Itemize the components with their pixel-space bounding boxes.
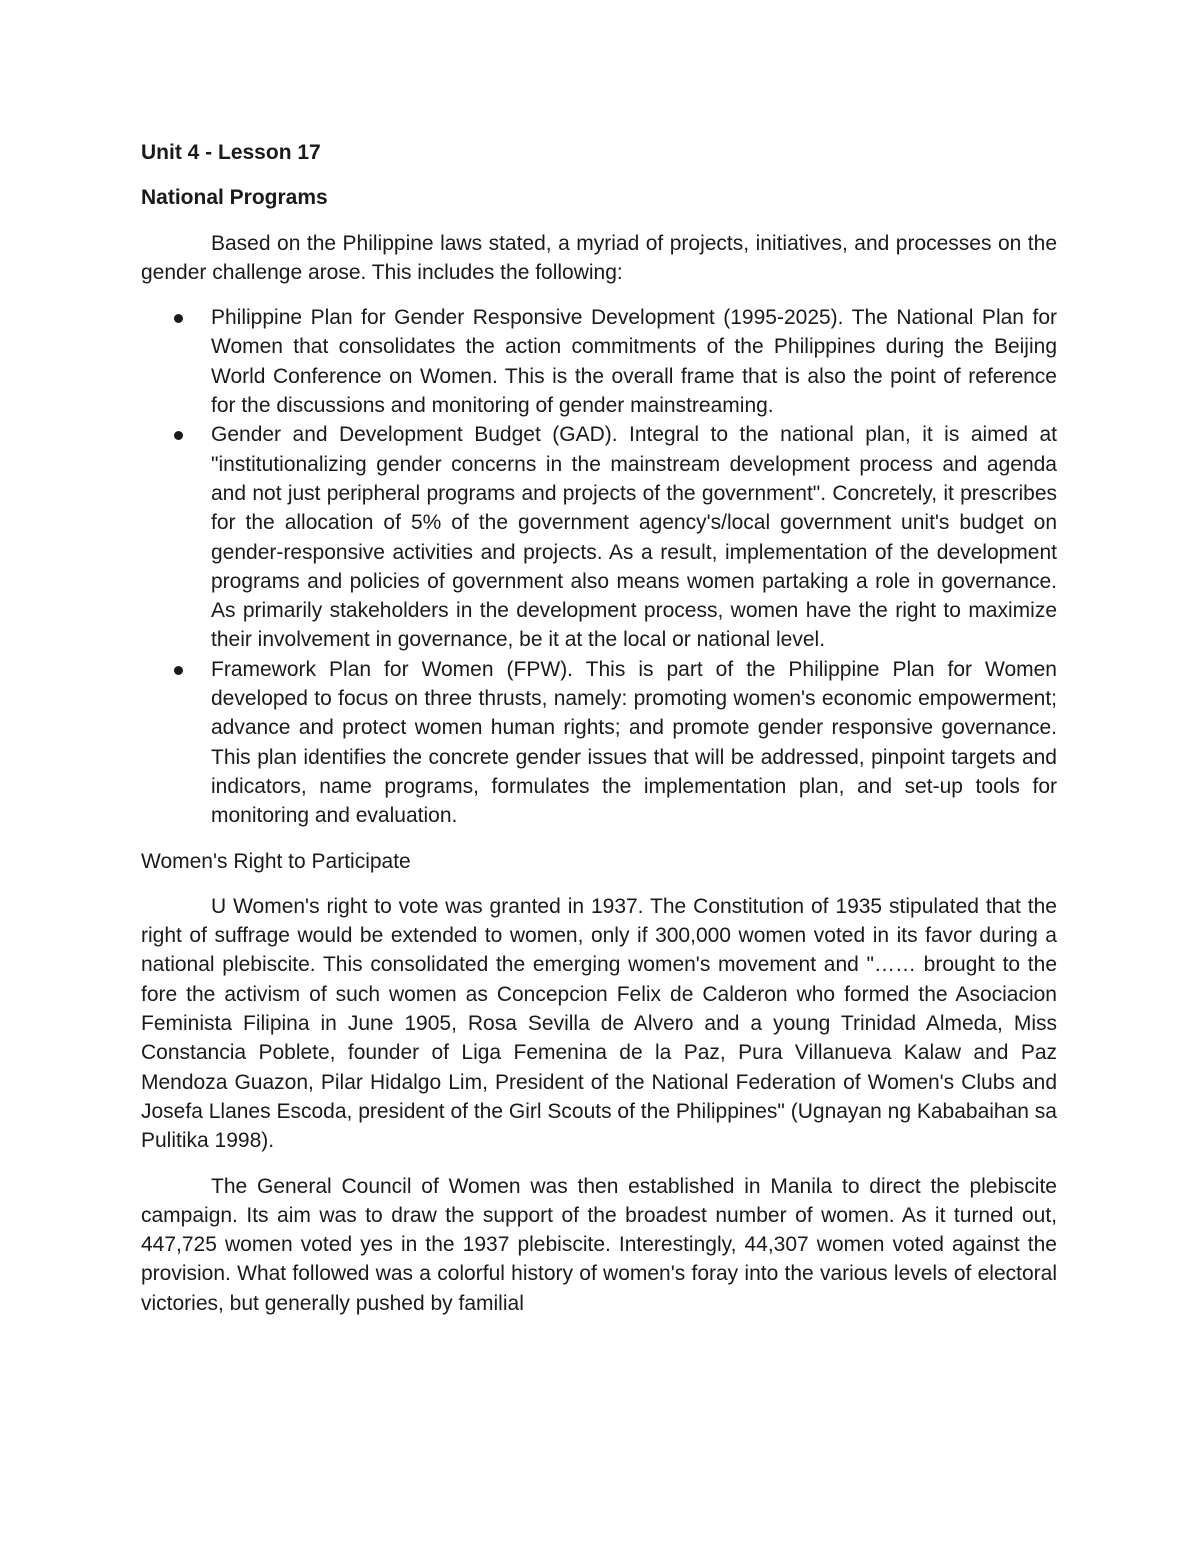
- document-page: [141, 138, 1057, 1318]
- program-list: [141, 303, 1057, 830]
- subheading: Women's Right to Participate: [141, 849, 411, 873]
- list-item-text: Gender and Development Budget (GAD). Integral to the national plan, it is aimed at "institutionalizing gender concerns in the mainstream development process and agenda and not just peripheral programs and projects of the government". Concretely, it prescribes for the allocation of 5% of the government agency's/local government unit's budget on gender-responsive activities and projects. As a result, implementation of the development programs and policies of government also means women partaking a role in governance. As primarily stakeholders in the development process, women have the right to maximize their involvement in governance, be it at the local or national level.: [211, 423, 1057, 652]
- bullet-icon: [174, 314, 183, 323]
- bullet-icon: [174, 666, 183, 675]
- lesson-title: Unit 4 - Lesson 17: [141, 141, 321, 164]
- body-paragraph: U Women's right to vote was granted in 1937. The Constitution of 1935 stipulated that the right of suffrage would be extended to women, only if 300,000 women voted in its favor during a national plebiscite. This consolidated the emerging women's movement and "…… brought to the fore the activism of such women as Concepcion Felix de Calderon who formed the Asociacion Feminista Filipina in June 1905, Rosa Sevilla de Alvero and a young Trinidad Almeda, Miss Constancia Poblete, founder of Liga Femenina de la Paz, Pura Villanueva Kalaw and Paz Mendoza Guazon, Pilar Hidalgo Lim, President of the National Federation of Women's Clubs and Josefa Llanes Escoda, president of the Girl Scouts of the Philippines" (Ugnayan ng Kababaihan sa Pulitika 1998).: [141, 894, 1057, 1153]
- section-title: National Programs: [141, 186, 328, 210]
- intro-paragraph: Based on the Philippine laws stated, a myriad of projects, initiatives, and processes on the gender challenge arose. This includes the following:: [141, 231, 1057, 284]
- body-paragraph: The General Council of Women was then established in Manila to direct the plebiscite campaign. Its aim was to draw the support of the broadest number of women. As it turned out, 447,725 women voted yes in the 1937 plebiscite. Interestingly, 44,307 women voted against the provision. What followed was a colorful history of women's foray into the various levels of electoral victories, but generally pushed by familial: [141, 1174, 1057, 1315]
- list-item: [211, 303, 1057, 420]
- list-item: [211, 420, 1057, 654]
- list-item: [211, 655, 1057, 831]
- bullet-icon: [174, 431, 183, 440]
- list-item-text: Philippine Plan for Gender Responsive Development (1995-2025). The National Plan for Women that consolidates the action commitments of the Philippines during the Beijing World Conference on Women. This is the overall frame that is also the point of reference for the discussions and monitoring of gender mainstreaming.: [211, 306, 1057, 418]
- list-item-text: Framework Plan for Women (FPW). This is part of the Philippine Plan for Women developed to focus on three thrusts, namely: promoting women's economic empowerment; advance and protect women human rights; and promote gender responsive governance. This plan identifies the concrete gender issues that will be addressed, pinpoint targets and indicators, name programs, formulates the implementation plan, and set-up tools for monitoring and evaluation.: [211, 657, 1057, 828]
